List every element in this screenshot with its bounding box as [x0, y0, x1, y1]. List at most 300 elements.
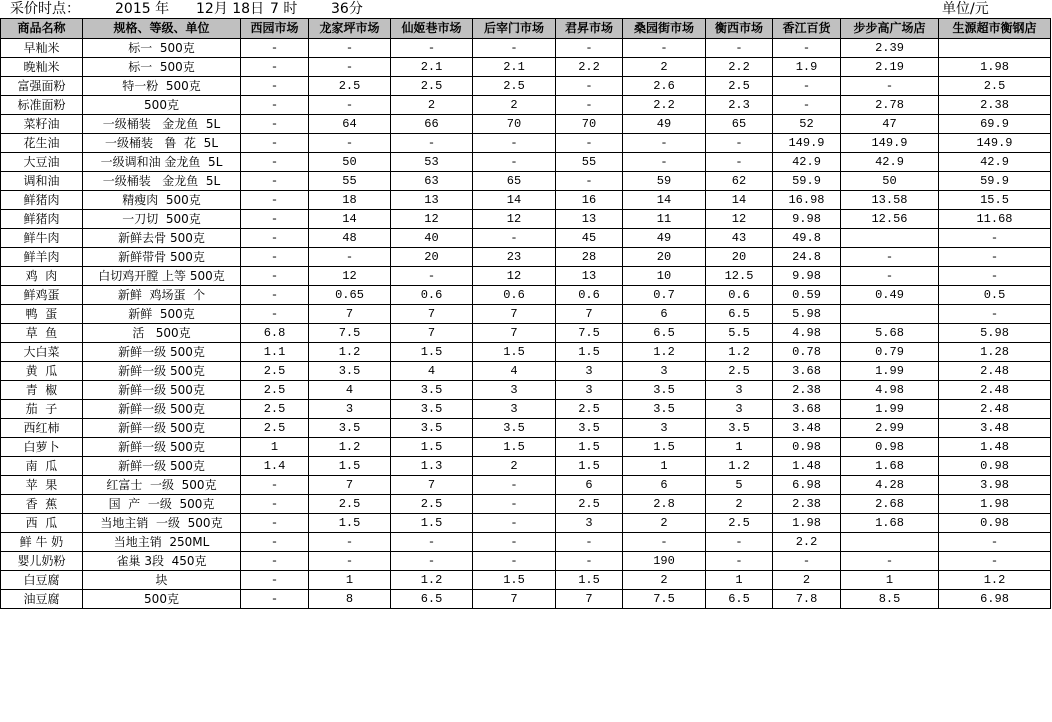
price-cell-longjiaping-market: -: [309, 96, 391, 115]
price-cell-xiyuan-market: -: [241, 552, 309, 571]
table-row: [1, 305, 1051, 324]
price-cell-xianjixiang-market: 53: [391, 153, 473, 172]
spec-cell: 活 500克: [83, 324, 241, 343]
price-cell-houzaimen-market: 1.5: [473, 571, 556, 590]
price-cell-houzaimen-market: 4: [473, 362, 556, 381]
price-cell-shengyuan-supermarket: -: [939, 533, 1051, 552]
spec-cell: 一刀切 500克: [83, 210, 241, 229]
spec-cell: 新鲜一级 500克: [83, 343, 241, 362]
table-row: [1, 229, 1051, 248]
price-cell-xiangjiang-department-store: 0.98: [773, 438, 841, 457]
price-cell-hengxi-market: 2.5: [706, 514, 773, 533]
price-cell-sangyuanjie-market: -: [623, 533, 706, 552]
product-name-cell: 茄 子: [1, 400, 83, 419]
price-cell-hengxi-market: 5: [706, 476, 773, 495]
price-cell-bubugao-plaza-store: 1: [841, 571, 939, 590]
price-cell-xiangjiang-department-store: 2: [773, 571, 841, 590]
price-cell-shengyuan-supermarket: -: [939, 552, 1051, 571]
price-cell-xiyuan-market: -: [241, 191, 309, 210]
price-cell-xiyuan-market: 1: [241, 438, 309, 457]
price-cell-xianjixiang-market: 7: [391, 476, 473, 495]
price-cell-xiangjiang-department-store: 52: [773, 115, 841, 134]
table-row: [1, 476, 1051, 495]
product-name-cell: 鲜羊肉: [1, 248, 83, 267]
price-cell-shengyuan-supermarket: 1.28: [939, 343, 1051, 362]
price-cell-xianjixiang-market: 4: [391, 362, 473, 381]
price-cell-xianjixiang-market: 1.3: [391, 457, 473, 476]
table-row: [1, 457, 1051, 476]
price-cell-junsheng-market: 16: [556, 191, 623, 210]
price-cell-houzaimen-market: -: [473, 39, 556, 58]
price-cell-shengyuan-supermarket: 69.9: [939, 115, 1051, 134]
table-row: [1, 571, 1051, 590]
price-cell-xianjixiang-market: -: [391, 267, 473, 286]
price-cell-bubugao-plaza-store: 2.68: [841, 495, 939, 514]
table-body: [1, 39, 1051, 609]
price-cell-xiyuan-market: -: [241, 58, 309, 77]
product-name-cell: 富强面粉: [1, 77, 83, 96]
price-cell-xianjixiang-market: 6.5: [391, 590, 473, 609]
price-cell-houzaimen-market: -: [473, 476, 556, 495]
column-header-bubugao-plaza-store: 步步高广场店: [841, 19, 939, 39]
column-header-longjiaping-market: 龙家坪市场: [309, 19, 391, 39]
table-row: [1, 381, 1051, 400]
price-cell-longjiaping-market: 55: [309, 172, 391, 191]
price-cell-xianjixiang-market: 3.5: [391, 400, 473, 419]
unit-label: 单位/元: [942, 1, 989, 17]
price-cell-xiyuan-market: 2.5: [241, 362, 309, 381]
price-cell-houzaimen-market: 14: [473, 191, 556, 210]
price-cell-bubugao-plaza-store: 13.58: [841, 191, 939, 210]
price-cell-xianjixiang-market: 2: [391, 96, 473, 115]
price-cell-xianjixiang-market: 13: [391, 191, 473, 210]
product-name-cell: 大白菜: [1, 343, 83, 362]
price-cell-bubugao-plaza-store: 1.99: [841, 362, 939, 381]
product-name-cell: 苹 果: [1, 476, 83, 495]
price-cell-bubugao-plaza-store: 8.5: [841, 590, 939, 609]
price-cell-longjiaping-market: 3: [309, 400, 391, 419]
price-cell-junsheng-market: -: [556, 533, 623, 552]
price-cell-houzaimen-market: 70: [473, 115, 556, 134]
price-cell-bubugao-plaza-store: -: [841, 248, 939, 267]
spec-cell: 新鲜 500克: [83, 305, 241, 324]
price-cell-bubugao-plaza-store: 12.56: [841, 210, 939, 229]
price-cell-longjiaping-market: 14: [309, 210, 391, 229]
price-cell-houzaimen-market: 2: [473, 96, 556, 115]
column-header-sangyuanjie-market: 桑园街市场: [623, 19, 706, 39]
price-cell-xiangjiang-department-store: 5.98: [773, 305, 841, 324]
spec-cell: 雀巢 3段 450克: [83, 552, 241, 571]
price-cell-sangyuanjie-market: 2: [623, 58, 706, 77]
price-cell-houzaimen-market: -: [473, 229, 556, 248]
column-header-product-name: 商品名称: [1, 19, 83, 39]
price-cell-hengxi-market: 20: [706, 248, 773, 267]
price-cell-sangyuanjie-market: 6.5: [623, 324, 706, 343]
price-cell-bubugao-plaza-store: 0.98: [841, 438, 939, 457]
price-cell-bubugao-plaza-store: 47: [841, 115, 939, 134]
product-name-cell: 油豆腐: [1, 590, 83, 609]
spec-cell: 500克: [83, 96, 241, 115]
spec-cell: 特一粉 500克: [83, 77, 241, 96]
price-cell-hengxi-market: 2.3: [706, 96, 773, 115]
table-row: [1, 172, 1051, 191]
price-cell-houzaimen-market: 2.5: [473, 77, 556, 96]
price-cell-xiangjiang-department-store: 0.78: [773, 343, 841, 362]
price-cell-hengxi-market: -: [706, 153, 773, 172]
product-name-cell: 黄 瓜: [1, 362, 83, 381]
price-cell-xiangjiang-department-store: 16.98: [773, 191, 841, 210]
spec-cell: 新鲜一级 500克: [83, 419, 241, 438]
table-row: [1, 362, 1051, 381]
price-cell-xianjixiang-market: 1.5: [391, 343, 473, 362]
product-name-cell: 菜籽油: [1, 115, 83, 134]
price-cell-houzaimen-market: 3: [473, 400, 556, 419]
price-cell-houzaimen-market: 1.5: [473, 438, 556, 457]
price-cell-xianjixiang-market: 3.5: [391, 419, 473, 438]
table-row: [1, 552, 1051, 571]
table-row: [1, 58, 1051, 77]
price-cell-junsheng-market: -: [556, 172, 623, 191]
column-header-houzaimen-market: 后宰门市场: [473, 19, 556, 39]
table-row: [1, 324, 1051, 343]
spec-cell: 新鲜带骨 500克: [83, 248, 241, 267]
price-cell-hengxi-market: 1.2: [706, 457, 773, 476]
price-cell-houzaimen-market: 2.1: [473, 58, 556, 77]
price-cell-xiyuan-market: -: [241, 248, 309, 267]
price-cell-shengyuan-supermarket: 1.48: [939, 438, 1051, 457]
price-cell-hengxi-market: -: [706, 552, 773, 571]
price-cell-xiangjiang-department-store: 24.8: [773, 248, 841, 267]
price-cell-xiangjiang-department-store: 1.98: [773, 514, 841, 533]
price-cell-sangyuanjie-market: 0.7: [623, 286, 706, 305]
spec-cell: 标一 500克: [83, 39, 241, 58]
price-cell-xiangjiang-department-store: 2.38: [773, 381, 841, 400]
product-name-cell: 白豆腐: [1, 571, 83, 590]
price-cell-hengxi-market: 5.5: [706, 324, 773, 343]
product-name-cell: 鲜猪肉: [1, 210, 83, 229]
price-cell-longjiaping-market: -: [309, 552, 391, 571]
price-cell-shengyuan-supermarket: 2.48: [939, 400, 1051, 419]
spec-cell: 新鲜 鸡场蛋 个: [83, 286, 241, 305]
price-cell-xiangjiang-department-store: 1.48: [773, 457, 841, 476]
price-cell-longjiaping-market: 12: [309, 267, 391, 286]
price-cell-junsheng-market: 3.5: [556, 419, 623, 438]
spec-cell: 一级桶装 金龙鱼 5L: [83, 172, 241, 191]
spec-cell: 当地主销 一级 500克: [83, 514, 241, 533]
price-cell-sangyuanjie-market: -: [623, 39, 706, 58]
price-cell-junsheng-market: 3: [556, 362, 623, 381]
price-hour: 7 时: [270, 1, 298, 17]
price-cell-xiyuan-market: -: [241, 39, 309, 58]
price-cell-hengxi-market: 0.6: [706, 286, 773, 305]
price-cell-xiyuan-market: -: [241, 153, 309, 172]
price-cell-xianjixiang-market: 20: [391, 248, 473, 267]
price-cell-hengxi-market: -: [706, 39, 773, 58]
price-cell-bubugao-plaza-store: 1.99: [841, 400, 939, 419]
price-cell-longjiaping-market: -: [309, 248, 391, 267]
table-row: [1, 495, 1051, 514]
price-cell-xianjixiang-market: 63: [391, 172, 473, 191]
price-cell-xianjixiang-market: 1.2: [391, 571, 473, 590]
price-cell-houzaimen-market: 2: [473, 457, 556, 476]
price-cell-xiangjiang-department-store: -: [773, 77, 841, 96]
price-cell-junsheng-market: 0.6: [556, 286, 623, 305]
price-cell-hengxi-market: 6.5: [706, 305, 773, 324]
price-cell-hengxi-market: 14: [706, 191, 773, 210]
table-row: [1, 191, 1051, 210]
table-row: [1, 39, 1051, 58]
price-cell-sangyuanjie-market: 1.2: [623, 343, 706, 362]
price-cell-xianjixiang-market: -: [391, 533, 473, 552]
price-cell-junsheng-market: 2.5: [556, 400, 623, 419]
price-cell-xianjixiang-market: 12: [391, 210, 473, 229]
table-row: [1, 438, 1051, 457]
price-cell-junsheng-market: -: [556, 39, 623, 58]
price-cell-sangyuanjie-market: 49: [623, 229, 706, 248]
price-cell-longjiaping-market: 50: [309, 153, 391, 172]
price-cell-xianjixiang-market: -: [391, 39, 473, 58]
product-name-cell: 婴儿奶粉: [1, 552, 83, 571]
price-cell-shengyuan-supermarket: 6.98: [939, 590, 1051, 609]
price-cell-xianjixiang-market: 2.5: [391, 77, 473, 96]
price-cell-xianjixiang-market: 7: [391, 324, 473, 343]
column-header-shengyuan-supermarket: 生源超市衡钢店: [939, 19, 1051, 39]
price-date: 12月 18日: [196, 1, 265, 17]
price-cell-hengxi-market: 2: [706, 495, 773, 514]
price-cell-xiyuan-market: -: [241, 476, 309, 495]
spec-cell: 一级桶装 鲁 花 5L: [83, 134, 241, 153]
table-row: [1, 210, 1051, 229]
price-cell-xiyuan-market: -: [241, 210, 309, 229]
price-cell-shengyuan-supermarket: 0.98: [939, 457, 1051, 476]
price-cell-xiyuan-market: -: [241, 571, 309, 590]
product-name-cell: 鲜 牛 奶: [1, 533, 83, 552]
price-cell-xiangjiang-department-store: 59.9: [773, 172, 841, 191]
price-cell-houzaimen-market: -: [473, 514, 556, 533]
product-name-cell: 草 鱼: [1, 324, 83, 343]
price-cell-hengxi-market: -: [706, 134, 773, 153]
price-cell-longjiaping-market: 7: [309, 476, 391, 495]
price-cell-shengyuan-supermarket: 1.2: [939, 571, 1051, 590]
table-row: [1, 590, 1051, 609]
price-cell-junsheng-market: 70: [556, 115, 623, 134]
product-name-cell: 青 椒: [1, 381, 83, 400]
product-name-cell: 鲜牛肉: [1, 229, 83, 248]
price-cell-houzaimen-market: 3: [473, 381, 556, 400]
product-name-cell: 花生油: [1, 134, 83, 153]
price-cell-longjiaping-market: 64: [309, 115, 391, 134]
spec-cell: 新鲜一级 500克: [83, 362, 241, 381]
price-cell-bubugao-plaza-store: -: [841, 552, 939, 571]
spec-cell: 标一 500克: [83, 58, 241, 77]
price-cell-sangyuanjie-market: 190: [623, 552, 706, 571]
price-cell-houzaimen-market: -: [473, 153, 556, 172]
price-cell-longjiaping-market: 3.5: [309, 362, 391, 381]
price-cell-houzaimen-market: 7: [473, 590, 556, 609]
price-cell-hengxi-market: 2.5: [706, 362, 773, 381]
price-cell-shengyuan-supermarket: 11.68: [939, 210, 1051, 229]
price-cell-bubugao-plaza-store: 1.68: [841, 514, 939, 533]
price-cell-junsheng-market: 1.5: [556, 343, 623, 362]
table-row: [1, 267, 1051, 286]
price-cell-xianjixiang-market: 66: [391, 115, 473, 134]
price-cell-hengxi-market: 62: [706, 172, 773, 191]
table-row: [1, 514, 1051, 533]
price-cell-bubugao-plaza-store: [841, 229, 939, 248]
price-cell-shengyuan-supermarket: 15.5: [939, 191, 1051, 210]
table-row: [1, 343, 1051, 362]
price-cell-shengyuan-supermarket: 149.9: [939, 134, 1051, 153]
price-cell-longjiaping-market: 1.5: [309, 457, 391, 476]
column-header-xianjixiang-market: 仙姬巷市场: [391, 19, 473, 39]
spec-cell: 新鲜一级 500克: [83, 457, 241, 476]
price-cell-xiangjiang-department-store: 42.9: [773, 153, 841, 172]
spec-cell: 新鲜一级 500克: [83, 438, 241, 457]
price-cell-xianjixiang-market: 0.6: [391, 286, 473, 305]
price-cell-junsheng-market: 2.2: [556, 58, 623, 77]
price-cell-shengyuan-supermarket: 3.98: [939, 476, 1051, 495]
spec-cell: 新鲜一级 500克: [83, 400, 241, 419]
price-cell-hengxi-market: 1.2: [706, 343, 773, 362]
price-cell-junsheng-market: 13: [556, 267, 623, 286]
price-cell-hengxi-market: 6.5: [706, 590, 773, 609]
price-cell-xiangjiang-department-store: 6.98: [773, 476, 841, 495]
price-cell-sangyuanjie-market: 3.5: [623, 381, 706, 400]
price-cell-hengxi-market: 12: [706, 210, 773, 229]
price-cell-longjiaping-market: 0.65: [309, 286, 391, 305]
price-cell-longjiaping-market: 1.5: [309, 514, 391, 533]
price-cell-xiyuan-market: 6.8: [241, 324, 309, 343]
price-cell-sangyuanjie-market: 1: [623, 457, 706, 476]
price-cell-shengyuan-supermarket: 0.5: [939, 286, 1051, 305]
price-cell-houzaimen-market: 65: [473, 172, 556, 191]
spec-cell: 国 产 一级 500克: [83, 495, 241, 514]
price-cell-sangyuanjie-market: 3.5: [623, 400, 706, 419]
price-cell-xianjixiang-market: 7: [391, 305, 473, 324]
table-row: [1, 153, 1051, 172]
price-cell-longjiaping-market: 1.2: [309, 343, 391, 362]
column-header-junsheng-market: 君昇市场: [556, 19, 623, 39]
price-cell-bubugao-plaza-store: 50: [841, 172, 939, 191]
price-cell-xiyuan-market: -: [241, 96, 309, 115]
price-cell-junsheng-market: 6: [556, 476, 623, 495]
price-cell-xianjixiang-market: 2.1: [391, 58, 473, 77]
spec-cell: 新鲜一级 500克: [83, 381, 241, 400]
price-cell-xiyuan-market: -: [241, 590, 309, 609]
spec-cell: 精瘦肉 500克: [83, 191, 241, 210]
price-cell-xiangjiang-department-store: 3.68: [773, 400, 841, 419]
price-cell-xianjixiang-market: 1.5: [391, 514, 473, 533]
price-cell-bubugao-plaza-store: -: [841, 77, 939, 96]
price-cell-xiyuan-market: -: [241, 267, 309, 286]
price-cell-xiangjiang-department-store: 3.68: [773, 362, 841, 381]
price-cell-sangyuanjie-market: 59: [623, 172, 706, 191]
price-cell-longjiaping-market: 7: [309, 305, 391, 324]
header-row: [1, 19, 1051, 39]
price-cell-sangyuanjie-market: 2.2: [623, 96, 706, 115]
price-cell-shengyuan-supermarket: 2.38: [939, 96, 1051, 115]
product-name-cell: 标准面粉: [1, 96, 83, 115]
price-cell-longjiaping-market: 3.5: [309, 419, 391, 438]
price-cell-xiyuan-market: 1.1: [241, 343, 309, 362]
price-cell-xiangjiang-department-store: 1.9: [773, 58, 841, 77]
price-cell-xiangjiang-department-store: 149.9: [773, 134, 841, 153]
price-cell-hengxi-market: 3.5: [706, 419, 773, 438]
spec-cell: 白切鸡开膛 上等 500克: [83, 267, 241, 286]
price-cell-shengyuan-supermarket: 3.48: [939, 419, 1051, 438]
table-row: [1, 533, 1051, 552]
price-cell-xiyuan-market: -: [241, 305, 309, 324]
price-cell-shengyuan-supermarket: 1.98: [939, 58, 1051, 77]
price-cell-bubugao-plaza-store: 5.68: [841, 324, 939, 343]
product-name-cell: 鲜鸡蛋: [1, 286, 83, 305]
price-cell-bubugao-plaza-store: 4.98: [841, 381, 939, 400]
price-cell-sangyuanjie-market: 2: [623, 514, 706, 533]
price-cell-sangyuanjie-market: 3: [623, 362, 706, 381]
price-cell-junsheng-market: 3: [556, 514, 623, 533]
price-cell-bubugao-plaza-store: 0.79: [841, 343, 939, 362]
price-cell-bubugao-plaza-store: 4.28: [841, 476, 939, 495]
price-cell-sangyuanjie-market: 2.6: [623, 77, 706, 96]
price-cell-junsheng-market: 1.5: [556, 457, 623, 476]
price-cell-xiyuan-market: -: [241, 77, 309, 96]
price-cell-xiyuan-market: 1.4: [241, 457, 309, 476]
price-cell-sangyuanjie-market: -: [623, 134, 706, 153]
price-cell-xiangjiang-department-store: 4.98: [773, 324, 841, 343]
price-cell-sangyuanjie-market: 2.8: [623, 495, 706, 514]
price-cell-sangyuanjie-market: 6: [623, 305, 706, 324]
spec-cell: 一级调和油 金龙鱼 5L: [83, 153, 241, 172]
price-cell-xiangjiang-department-store: 7.8: [773, 590, 841, 609]
price-cell-xiyuan-market: -: [241, 115, 309, 134]
price-cell-junsheng-market: -: [556, 134, 623, 153]
price-cell-hengxi-market: -: [706, 533, 773, 552]
price-cell-longjiaping-market: -: [309, 533, 391, 552]
price-cell-junsheng-market: -: [556, 552, 623, 571]
price-cell-shengyuan-supermarket: 2.5: [939, 77, 1051, 96]
price-cell-sangyuanjie-market: 2: [623, 571, 706, 590]
price-cell-xianjixiang-market: 2.5: [391, 495, 473, 514]
price-cell-sangyuanjie-market: -: [623, 153, 706, 172]
price-cell-junsheng-market: 45: [556, 229, 623, 248]
price-cell-shengyuan-supermarket: 0.98: [939, 514, 1051, 533]
product-name-cell: 调和油: [1, 172, 83, 191]
price-cell-sangyuanjie-market: 6: [623, 476, 706, 495]
product-name-cell: 鲜猪肉: [1, 191, 83, 210]
price-cell-junsheng-market: 13: [556, 210, 623, 229]
product-name-cell: 南 瓜: [1, 457, 83, 476]
price-cell-hengxi-market: 2.2: [706, 58, 773, 77]
column-header-xiyuan-market: 西园市场: [241, 19, 309, 39]
price-cell-houzaimen-market: -: [473, 533, 556, 552]
table-row: [1, 96, 1051, 115]
price-cell-shengyuan-supermarket: 42.9: [939, 153, 1051, 172]
price-cell-houzaimen-market: 1.5: [473, 343, 556, 362]
price-cell-shengyuan-supermarket: -: [939, 305, 1051, 324]
price-year: 2015 年: [115, 1, 170, 17]
price-table: [0, 18, 1051, 609]
price-cell-bubugao-plaza-store: 2.99: [841, 419, 939, 438]
price-cell-junsheng-market: -: [556, 77, 623, 96]
price-cell-xianjixiang-market: 1.5: [391, 438, 473, 457]
price-cell-sangyuanjie-market: 14: [623, 191, 706, 210]
product-name-cell: 白萝卜: [1, 438, 83, 457]
price-cell-xiangjiang-department-store: 0.59: [773, 286, 841, 305]
price-cell-xiangjiang-department-store: -: [773, 552, 841, 571]
price-cell-longjiaping-market: 7.5: [309, 324, 391, 343]
price-cell-longjiaping-market: -: [309, 58, 391, 77]
price-cell-sangyuanjie-market: 10: [623, 267, 706, 286]
